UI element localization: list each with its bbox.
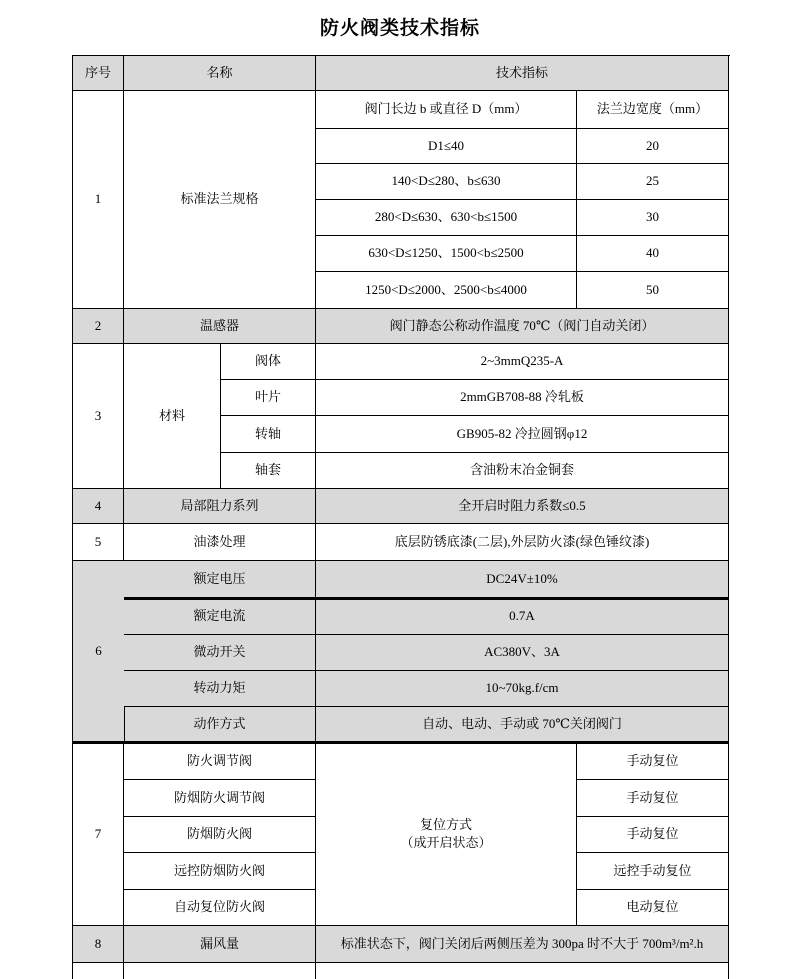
reset-type-cell: 远控手动复位 bbox=[577, 853, 729, 890]
electrical-name-cell: 额定电流 bbox=[124, 599, 316, 635]
flange-size-cell: 140<D≤280、b≤630 bbox=[316, 164, 577, 200]
flange-width-cell: 25 bbox=[577, 164, 729, 200]
flange-size-cell: D1≤40 bbox=[316, 129, 577, 164]
electrical-seq-cell: 6 bbox=[73, 561, 124, 743]
leakage-seq-cell: 8 bbox=[73, 926, 124, 963]
column-header-seq: 序号 bbox=[73, 56, 124, 91]
reset-type-cell: 手动复位 bbox=[577, 817, 729, 853]
partial-column-divider bbox=[124, 707, 125, 743]
flange-size-cell: 280<D≤630、630<b≤1500 bbox=[316, 200, 577, 236]
thick-divider bbox=[124, 597, 729, 600]
sensor-name-cell: 温感器 bbox=[124, 309, 316, 344]
leakage-name-cell: 漏风量 bbox=[124, 926, 316, 963]
electrical-value-cell: 10~70kg.f/cm bbox=[316, 671, 729, 707]
paint-name-cell: 油漆处理 bbox=[124, 524, 316, 561]
reset-valve-cell: 防烟防火调节阀 bbox=[124, 780, 316, 817]
material-spec-cell: 2mmGB708-88 冷轧板 bbox=[316, 380, 729, 416]
material-spec-cell: GB905-82 冷拉圆钢φ12 bbox=[316, 416, 729, 453]
sensor-seq-cell: 2 bbox=[73, 309, 124, 344]
page-title: 防火阀类技术指标 bbox=[319, 18, 480, 39]
resistance-seq-cell: 4 bbox=[73, 489, 124, 524]
leakage-value-cell: 标准状态下，阀门关闭后两侧压差为 300pa 时不大于 700m³/m².h bbox=[316, 926, 729, 963]
reset-mode-line2: （成开启状态） bbox=[400, 835, 492, 850]
material-seq-cell: 3 bbox=[73, 344, 124, 489]
electrical-value-cell: DC24V±10% bbox=[316, 561, 729, 599]
flange-size-cell: 1250<D≤2000、2500<b≤4000 bbox=[316, 272, 577, 309]
reset-seq-cell: 7 bbox=[73, 743, 124, 926]
flange-size-header-cell: 阀门长边 b 或直径 D（mm） bbox=[316, 91, 577, 129]
reset-mode-cell bbox=[316, 743, 577, 926]
resistance-value-cell: 全开启时阻力系数≤0.5 bbox=[316, 489, 729, 524]
reset-valve-cell: 防火调节阀 bbox=[124, 743, 316, 780]
partial-row-value-cell bbox=[316, 963, 729, 979]
flange-size-cell: 630<D≤1250、1500<b≤2500 bbox=[316, 236, 577, 272]
flange-width-cell: 50 bbox=[577, 272, 729, 309]
material-part-cell: 轴套 bbox=[221, 453, 316, 489]
column-header-tech: 技术指标 bbox=[316, 56, 729, 91]
electrical-name-cell: 转动力矩 bbox=[124, 671, 316, 707]
reset-valve-cell: 远控防烟防火阀 bbox=[124, 853, 316, 890]
reset-valve-cell: 防烟防火阀 bbox=[124, 817, 316, 853]
paint-value-cell: 底层防锈底漆(二层),外层防火漆(绿色锤纹漆) bbox=[316, 524, 729, 561]
partial-row-name-cell bbox=[124, 963, 316, 979]
material-part-cell: 叶片 bbox=[221, 380, 316, 416]
electrical-value-cell: AC380V、3A bbox=[316, 635, 729, 671]
material-spec-cell: 含油粉末冶金铜套 bbox=[316, 453, 729, 489]
sensor-value-cell: 阀门静态公称动作温度 70℃（阀门自动关闭） bbox=[316, 309, 729, 344]
flange-width-cell: 20 bbox=[577, 129, 729, 164]
electrical-value-cell: 自动、电动、手动或 70℃关闭阀门 bbox=[316, 707, 729, 743]
reset-type-cell: 手动复位 bbox=[577, 780, 729, 817]
material-name-cell: 材料 bbox=[124, 344, 221, 489]
reset-type-cell: 电动复位 bbox=[577, 890, 729, 926]
flange-width-header-cell: 法兰边宽度（mm） bbox=[577, 91, 729, 129]
electrical-name-cell: 动作方式 bbox=[124, 707, 316, 743]
paint-seq-cell: 5 bbox=[73, 524, 124, 561]
electrical-name-cell: 微动开关 bbox=[124, 635, 316, 671]
reset-valve-cell: 自动复位防火阀 bbox=[124, 890, 316, 926]
flange-width-cell: 30 bbox=[577, 200, 729, 236]
flange-name-cell: 标准法兰规格 bbox=[124, 91, 316, 309]
material-part-cell: 阀体 bbox=[221, 344, 316, 380]
spec-table bbox=[72, 55, 730, 979]
reset-type-cell: 手动复位 bbox=[577, 743, 729, 780]
material-part-cell: 转轴 bbox=[221, 416, 316, 453]
resistance-name-cell: 局部阻力系列 bbox=[124, 489, 316, 524]
reset-mode-line1: 复位方式 bbox=[419, 816, 472, 832]
material-spec-cell: 2~3mmQ235-A bbox=[316, 344, 729, 380]
electrical-name-cell: 额定电压 bbox=[124, 561, 316, 599]
flange-width-cell: 40 bbox=[577, 236, 729, 272]
column-header-name: 名称 bbox=[124, 56, 316, 91]
partial-row-seq-cell bbox=[73, 963, 124, 979]
electrical-value-cell: 0.7A bbox=[316, 599, 729, 635]
flange-seq-cell: 1 bbox=[73, 91, 124, 309]
